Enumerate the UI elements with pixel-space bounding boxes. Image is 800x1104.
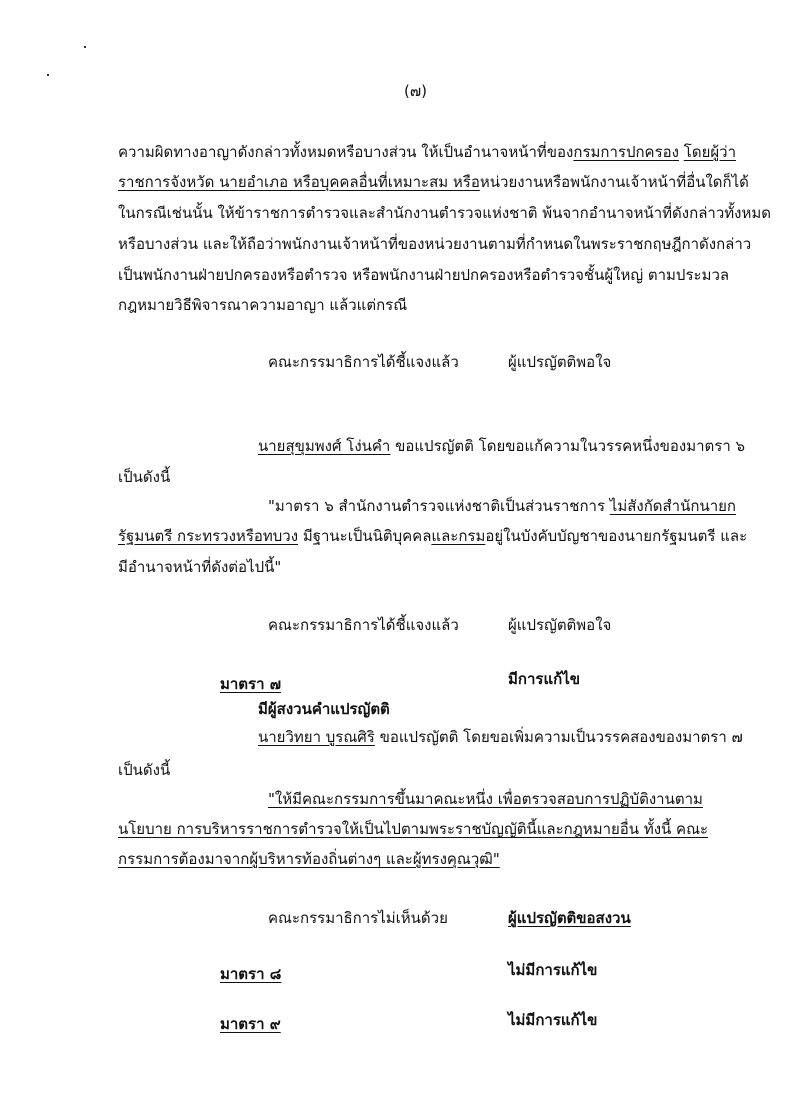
section7-proposer-name: นายวิทยา บูรณศิริ bbox=[258, 728, 375, 746]
page-number: (๗) bbox=[404, 82, 427, 100]
section9-heading: มาตรา ๙ bbox=[220, 1015, 281, 1033]
result2-committee: คณะกรรมาธิการได้ชี้แจงแล้ว bbox=[268, 616, 459, 634]
section7-status: มีการแก้ไข bbox=[508, 670, 580, 688]
amend6-quote-line1-text: "มาตรา ๖ สำนักงานตำรวจแห่งชาติเป็นส่วนราชการ bbox=[268, 497, 610, 515]
para1-line6: กฎหมายวิธีพิจารณาความอาญา แล้วแต่กรณี bbox=[118, 296, 408, 314]
para1-line3: ในกรณีเช่นนั้น ให้ข้าราชการตำรวจและสำนักงานตำรวจแห่งชาติ พ้นจากอำนาจหน้าที่ดังกล่าวทั้งหมด bbox=[118, 204, 771, 222]
scan-speck bbox=[84, 46, 86, 48]
section7-quote-line2: นโยบาย การบริหารราชการตำรวจให้เป็นไปตามพระราชบัญญัตินี้และกฎหมายอื่น ทั้งนี้ คณะ bbox=[118, 820, 709, 838]
amend6-proposer-name: นายสุขุมพงศ์ โง่นคำ bbox=[258, 437, 391, 455]
section7-intro-line bbox=[258, 730, 743, 745]
section7-quote-line3: กรรมการต้องมาจากผู้บริหารท้องถิ่นต่างๆ และผู้ทรงคุณวุฒิ" bbox=[118, 850, 500, 868]
para1-line1-underline-1: กรมการปกครอง bbox=[573, 143, 679, 161]
section7-quote-line1: "ให้มีคณะกรรมการขึ้นมาคณะหนึ่ง เพื่อตรวจสอบการปฏิบัติงานตาม bbox=[268, 790, 703, 808]
amend6-quote-line2 bbox=[118, 529, 747, 544]
result3-committee: คณะกรรมาธิการไม่เห็นด้วย bbox=[268, 909, 448, 927]
amend6-quote-line2-text-1: มีฐานะเป็นนิติบุคคล bbox=[298, 527, 432, 545]
result3-proposer: ผู้แปรญัตติขอสงวน bbox=[508, 909, 631, 927]
amend6-quote-line1 bbox=[268, 499, 736, 514]
result1-committee: คณะกรรมาธิการได้ชี้แจงแล้ว bbox=[268, 353, 459, 371]
section7-as-follows: เป็นดังนี้ bbox=[118, 761, 171, 779]
section7-reserved-heading: มีผู้สงวนคำแปรญัตติ bbox=[258, 700, 390, 718]
result2-proposer: ผู้แปรญัตติพอใจ bbox=[508, 616, 612, 634]
amend6-as-follows: เป็นดังนี้ bbox=[118, 468, 171, 486]
amend6-quote-line2-text-2: อยู่ในบังคับบัญชาของนายกรัฐมนตรี และ bbox=[485, 527, 748, 545]
amend6-intro: ขอแปรญัตติ โดยขอแก้ความในวรรคหนึ่งของมาตรา ๖ bbox=[390, 437, 746, 455]
result1-proposer: ผู้แปรญัตติพอใจ bbox=[508, 353, 612, 371]
para1-line5: เป็นพนักงานฝ่ายปกครองหรือตำรวจ หรือพนักงานฝ่ายปกครองหรือตำรวจชั้นผู้ใหญ่ ตามประมวล bbox=[118, 266, 730, 284]
para1-line2-underline: ราชการจังหวัด นายอำเภอ หรือบุคคลอื่นที่เหมาะสม หรือ bbox=[118, 173, 480, 191]
section7-intro: ขอแปรญัตติ โดยขอเพิ่มความเป็นวรรคสองของมาตรา ๗ bbox=[374, 728, 743, 746]
amend6-intro-line bbox=[258, 439, 745, 454]
section8-heading: มาตรา ๘ bbox=[220, 965, 282, 983]
section9-status: ไม่มีการแก้ไข bbox=[508, 1011, 598, 1029]
para1-line1-underline-2: โดยผู้ว่า bbox=[683, 143, 736, 161]
para1-line4: หรือบางส่วน และให้ถือว่าพนักงานเจ้าหน้าที่ของหน่วยงานตามที่กำหนดในพระราชกฤษฎีกาดังกล่าว bbox=[118, 235, 752, 253]
amend6-quote-line2-underline-2: และกรม bbox=[431, 527, 486, 545]
section7-heading: มาตรา ๗ bbox=[220, 675, 282, 693]
para1-line2-text: หน่วยงานหรือพนักงานเจ้าหน้าที่อื่นใดก็ได้ bbox=[479, 173, 749, 191]
scan-speck bbox=[47, 74, 49, 76]
para1-line2 bbox=[118, 175, 749, 190]
amend6-quote-line3: มีอำนาจหน้าที่ดังต่อไปนี้" bbox=[118, 558, 282, 576]
section8-status: ไม่มีการแก้ไข bbox=[508, 961, 598, 979]
amend6-quote-line1-underline: ไม่สังกัดสำนักนายก bbox=[609, 497, 736, 515]
para1-line1-text: ความผิดทางอาญาดังกล่าวทั้งหมดหรือบางส่วน ให้เป็นอำนาจหน้าที่ของ bbox=[118, 143, 574, 161]
para1-line1 bbox=[118, 145, 736, 160]
amend6-quote-line2-underline-1: รัฐมนตรี กระทรวงหรือทบวง bbox=[118, 527, 299, 545]
